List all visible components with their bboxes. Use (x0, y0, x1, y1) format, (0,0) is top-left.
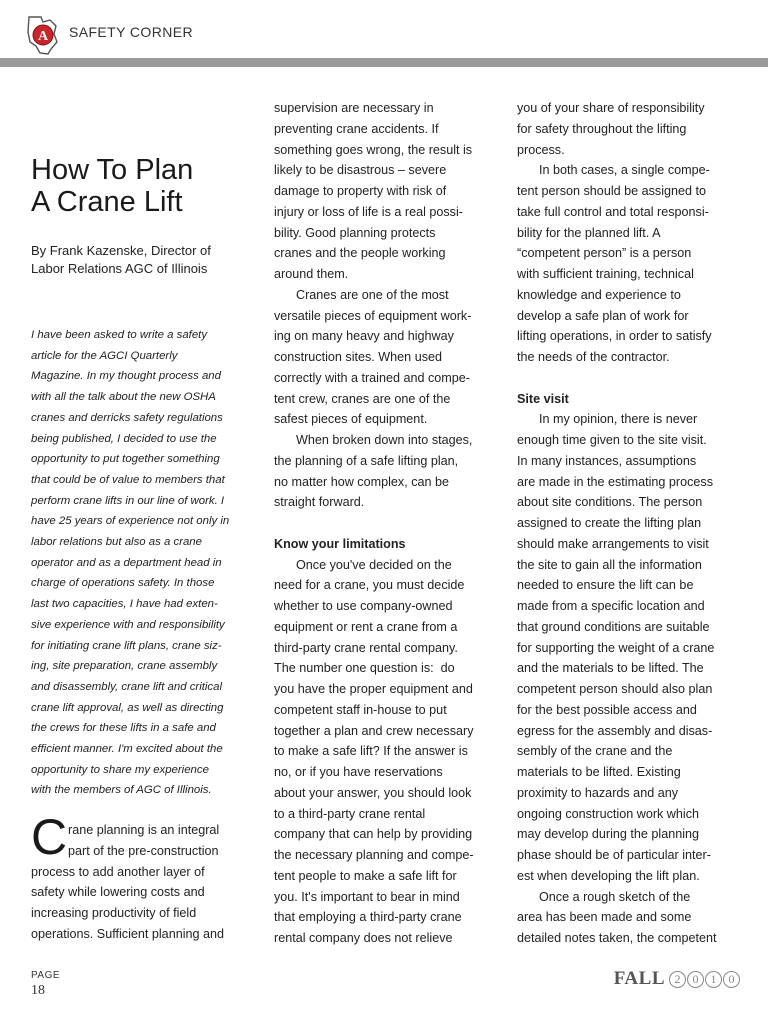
body-line: materials to be lifted. Existing (517, 765, 681, 779)
body-line: about site conditions. The person (517, 495, 703, 510)
body-line: egress for the assembly and disas- (517, 723, 713, 738)
body-line: whether to use company-owned (274, 599, 453, 613)
intro-line: efficient manner. I'm excited about the (31, 743, 223, 756)
body-line: versatile pieces of equipment work- (274, 308, 472, 323)
body-line: the site to gain all the information (517, 557, 702, 572)
body-line: for supporting the weight of a crane (517, 640, 715, 655)
intro-line: opportunity to put together something (31, 453, 220, 466)
body-line: with sufficient training, technical (517, 267, 694, 281)
body-line: Cranes are one of the most (296, 287, 449, 302)
title-line: How To Plan (31, 154, 194, 186)
body-line: increasing productivity of field (31, 906, 197, 920)
body-line: you have the proper equipment and (274, 682, 473, 696)
body-line: you of your share of responsibility (517, 101, 705, 115)
subheading-site-visit: Site visit (517, 391, 569, 406)
body-column-2 (274, 98, 500, 949)
body-line: something goes wrong, the result is (274, 142, 473, 157)
body-line: preventing crane accidents. If (274, 121, 439, 136)
article-title (31, 154, 261, 218)
body-line: part of the pre-construction (68, 843, 219, 858)
body-line: assigned to create the lifting plan (517, 516, 702, 530)
body-line: the needs of the contractor. (517, 350, 670, 364)
body-line: detailed notes taken, the competent (517, 931, 717, 945)
body-line: Once a rough sketch of the (539, 889, 691, 904)
body-line: ongoing construction work which (517, 806, 700, 821)
body-line: lifting operations, in order to satisfy (517, 329, 712, 344)
body-line: that employing a third-party crane (274, 910, 462, 925)
body-line: that ground conditions are suitable (517, 619, 710, 634)
body-column-3 (517, 98, 743, 949)
body-line: construction sites. When used (274, 350, 442, 364)
body-line: rental company does not relieve (274, 931, 453, 945)
body-line: bility for the planned lift. A (517, 225, 661, 240)
intro-line: last two capacities, I have had exten- (31, 598, 218, 611)
body-line: equipment or rent a crane from a (274, 619, 458, 634)
agc-illinois-logo (24, 14, 64, 56)
body-line: no matter how complex, can be (274, 474, 450, 489)
paragraph-gap (274, 513, 500, 534)
intro-line: opportunity to share my experience (31, 763, 209, 776)
body-line: enough time given to the site visit. (517, 433, 707, 447)
section-label: SAFETY CORNER (69, 24, 193, 40)
issue-season: FALL (613, 968, 665, 989)
body-line: for safety throughout the lifting (517, 121, 687, 136)
year-digit: 0 (723, 971, 740, 988)
paragraph-gap (517, 368, 743, 389)
title-line: A Crane Lift (31, 186, 183, 218)
body-line: about your answer, you should look (274, 785, 472, 800)
byline (31, 242, 261, 278)
intro-line: Magazine. In my thought process and (31, 370, 221, 383)
body-line: proximity to hazards and any (517, 785, 679, 800)
intro-line: operator and as a department head in (31, 556, 222, 569)
intro-line: I have been asked to write a safety (31, 329, 208, 341)
body-line: made from a specific location and (517, 599, 705, 613)
intro-line: article for the AGCI Quarterly (31, 349, 178, 362)
intro-line: have 25 years of experience not only in (31, 515, 230, 528)
body-line: no, or if you have reservations (274, 765, 443, 779)
intro-line: crane lift approval, as well as directing (31, 701, 224, 714)
body-line: correctly with a trained and compe- (274, 370, 470, 385)
article-intro (31, 325, 255, 801)
body-line: “competent person” is a person (517, 246, 692, 261)
body-line: damage to property with risk of (274, 184, 447, 198)
body-line: take full control and total responsi- (517, 204, 709, 219)
intro-line: ing, site preparation, crane assembly (31, 660, 218, 673)
body-line: are made in the estimating process (517, 474, 714, 489)
body-line: tent people to make a safe lift for (274, 868, 457, 883)
body-line: bility. Good planning protects (274, 225, 436, 240)
byline-line: Labor Relations AGC of Illinois (31, 261, 208, 276)
intro-line: for initiating crane lift plans, crane siz- (31, 639, 222, 652)
body-line: develop a safe plan of work for (517, 308, 689, 323)
intro-line: with the members of AGC of Illinois. (31, 784, 212, 797)
body-line: the necessary planning and compe- (274, 848, 474, 862)
body-line: sembly of the crane and the (517, 744, 673, 759)
body-line: you. It's important to bear in mind (274, 889, 460, 904)
intro-line: the crews for these lifts in a safe and (31, 722, 216, 735)
header-divider (0, 58, 768, 67)
body-line: Once you've decided on the (296, 557, 452, 572)
intro-line: labor relations but also as a crane (31, 536, 202, 549)
year-digit: 2 (669, 971, 686, 988)
intro-line: that could be of value to members that (31, 473, 225, 486)
body-line: together a plan and crew necessary (274, 723, 474, 738)
body-line: needed to ensure the lift can be (517, 578, 694, 593)
intro-line: with all the talk about the new OSHA (31, 391, 216, 404)
intro-line: perform crane lifts in our line of work. I (31, 494, 225, 507)
body-line: In many instances, assumptions (517, 453, 697, 468)
body-line: est when developing the lift plan. (517, 868, 700, 883)
body-line: knowledge and experience to (517, 287, 681, 302)
body-line: likely to be disastrous – severe (274, 163, 447, 178)
body-line: to a third-party crane rental (274, 806, 426, 821)
body-line: injury or loss of life is a real possi- (274, 204, 463, 219)
body-line: safest pieces of equipment. (274, 412, 428, 427)
body-line: need for a crane, you must decide (274, 578, 465, 593)
body-line: competent person should also plan (517, 682, 713, 696)
body-line: In my opinion, there is never (539, 412, 698, 427)
body-line: the planning of a safe lifting plan, (274, 453, 459, 468)
body-line: tent crew, cranes are one of the (274, 391, 451, 406)
body-line: supervision are necessary in (274, 101, 434, 115)
body-line: safety while lowering costs and (31, 885, 205, 900)
intro-line: cranes and derricks safety regulations (31, 411, 223, 424)
year-digit: 0 (687, 971, 704, 988)
body-line: competent staff in-house to put (274, 702, 447, 717)
body-line: straight forward. (274, 495, 365, 510)
body-line: may develop during the planning (517, 827, 700, 842)
body-line: process. (517, 142, 565, 157)
subheading-know-your-limitations: Know your limitations (274, 536, 406, 551)
year-digit: 1 (705, 971, 722, 988)
byline-line: By Frank Kazenske, Director of (31, 243, 211, 258)
body-line: process to add another layer of (31, 864, 205, 879)
body-line: area has been made and some (517, 910, 692, 925)
body-line: third-party crane rental company. (274, 640, 458, 655)
body-line: In both cases, a single compe- (539, 163, 710, 178)
body-line: cranes and the people working (274, 246, 446, 261)
page-number: 18 (31, 983, 45, 998)
body-line: The number one question is: do (274, 661, 455, 676)
body-column-1 (31, 820, 257, 945)
intro-line: sive experience with and responsibility (31, 618, 225, 631)
body-line: When broken down into stages, (296, 433, 473, 447)
intro-line: being published, I decided to use the (31, 432, 217, 445)
page-label: PAGE (31, 970, 61, 981)
body-line: company that can help by providing (274, 827, 473, 842)
issue-mark (614, 966, 740, 992)
body-line: phase should be of particular inter- (517, 848, 711, 862)
svg-text:A: A (37, 29, 49, 44)
body-line: to make a safe lift? If the answer is (274, 744, 468, 759)
body-line: rane planning is an integral (68, 823, 220, 837)
drop-cap: C (31, 809, 68, 865)
body-line: ing on many heavy and highway (274, 329, 454, 344)
intro-line: and disassembly, crane lift and critical (31, 680, 222, 693)
body-line: tent person should be assigned to (517, 184, 707, 198)
body-line: for the best possible access and (517, 702, 697, 717)
body-line: and the materials to be lifted. The (517, 661, 704, 676)
body-line: should make arrangements to visit (517, 536, 709, 551)
intro-line: charge of operations safety. In those (31, 577, 215, 590)
body-line: around them. (274, 267, 349, 281)
body-line: operations. Sufficient planning and (31, 926, 225, 941)
